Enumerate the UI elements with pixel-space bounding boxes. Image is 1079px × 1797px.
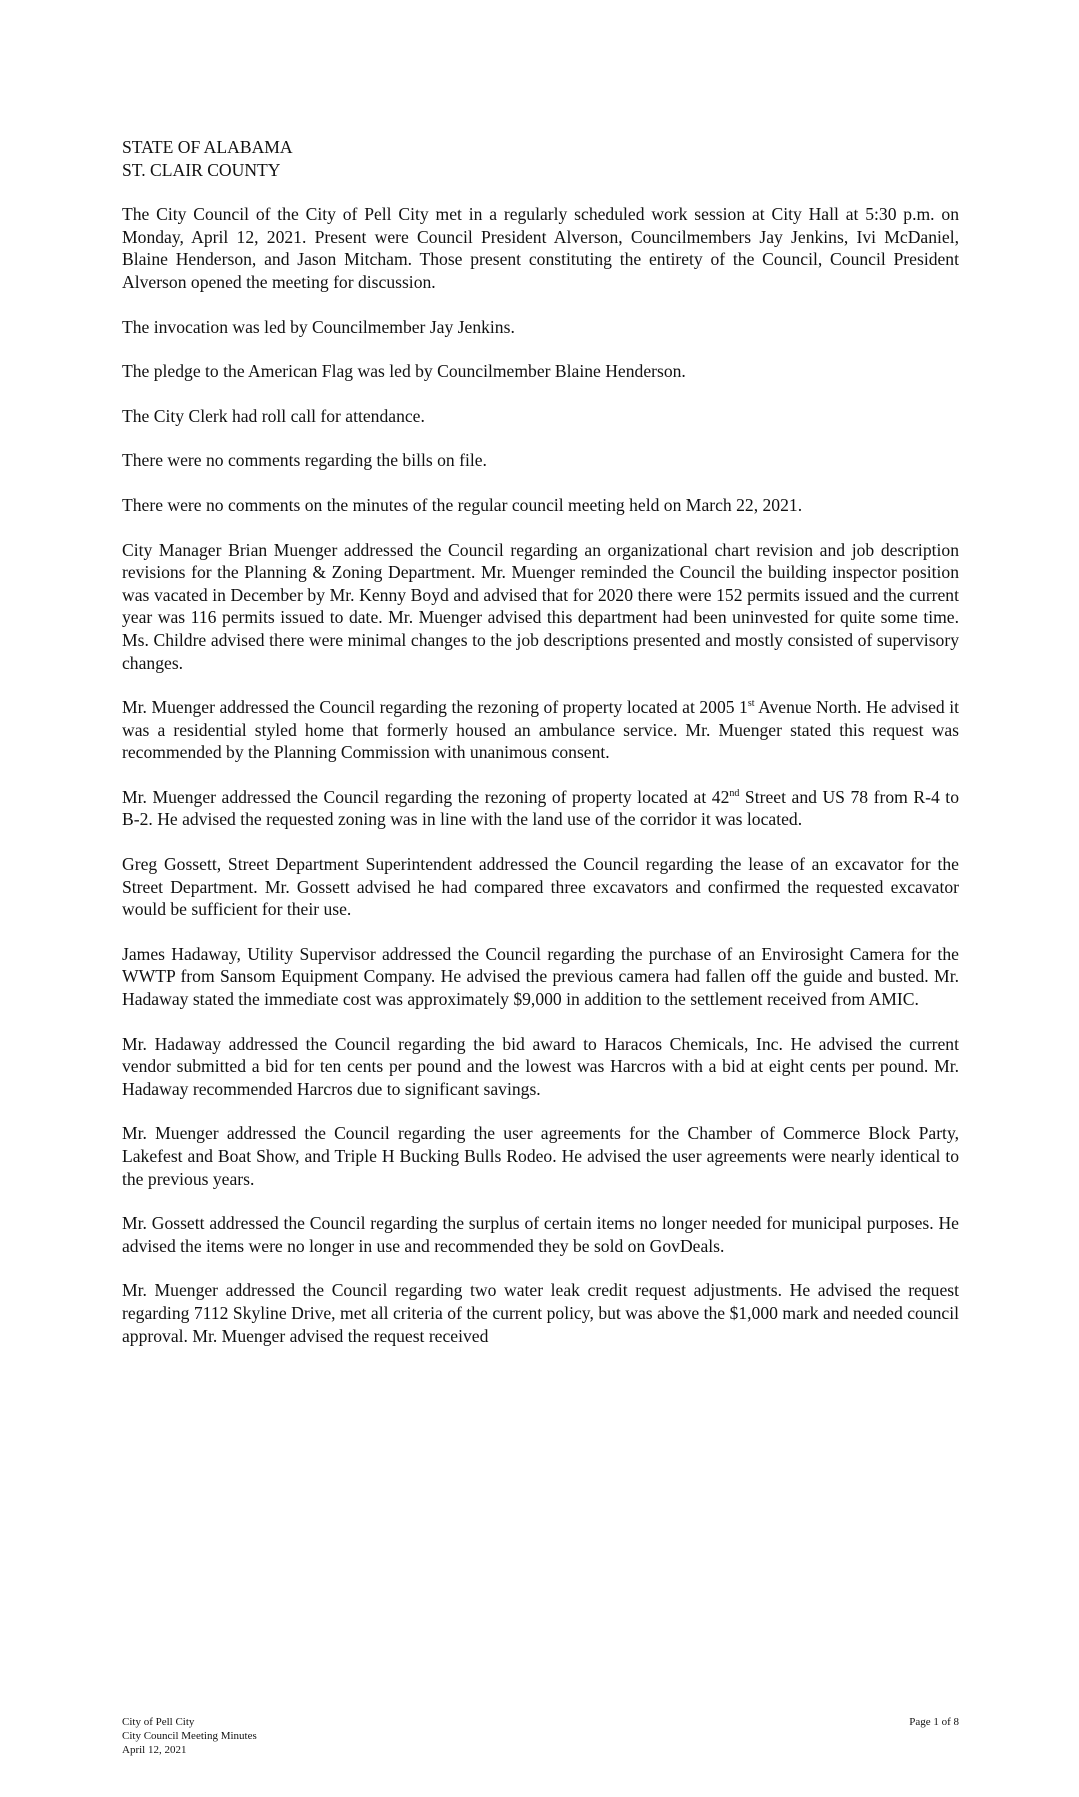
paragraph-invocation: The invocation was led by Councilmember Jay Jenkins. — [122, 316, 515, 337]
paragraph-rezoning-avenue — [122, 696, 959, 764]
footer-city: City of Pell City — [122, 1716, 195, 1728]
paragraph-camera: James Hadaway, Utility Supervisor addressed the Council regarding the purchase of an Envirosight Camera for the WWTP from Sansom Equipment Company. He advised the previous camera had fallen off the guide and busted. Mr. Hadaway stated the immediate cost was approximately $9,000 in addition to the settlement received from AMIC. — [122, 943, 959, 1010]
paragraph-bid-award: Mr. Hadaway addressed the Council regarding the bid award to Haracos Chemicals, Inc. He advised the current vendor submitted a bid for ten cents per pound and the lowest was Harcros with a bid at eight cents per pound. Mr. Hadaway recommended Harcros due to significant savings. — [122, 1033, 959, 1099]
paragraph-rezoning-street — [122, 786, 959, 831]
rezoning-street-ordinal: nd — [729, 788, 740, 800]
rezoning-avenue-text-a: Mr. Muenger addressed the Council regarding the rezoning of property located at 2005 1 — [122, 697, 748, 718]
paragraph-water-leak: Mr. Muenger addressed the Council regarding two water leak credit request adjustments. He advised the request regarding 7112 Skyline Drive, met all criteria of the current policy, but was above the $1,000 mark and needed council approval. Mr. Muenger advised the request received — [122, 1280, 959, 1346]
rezoning-avenue-text-b: Avenue North. He advised it was a residential styled home that formerly housed an ambulance service. Mr. Muenger stated this request was recommended by the Planning Commission with unanimous consent. — [122, 697, 959, 763]
paragraph-bills: There were no comments regarding the bills on file. — [122, 450, 487, 471]
state-heading: STATE OF ALABAMA — [122, 137, 293, 157]
footer-document-name: City Council Meeting Minutes — [122, 1730, 257, 1742]
paragraph-org-chart: City Manager Brian Muenger addressed the Council regarding an organizational chart revision and job description revisions for the Planning & Zoning Department. Mr. Muenger reminded the Council the building inspector position was vacated in December by Mr. Kenny Boyd and advised that for 2020 there were 152 permits issued and the current year was 116 permits issued to date. Mr. Muenger advised this department had been uninvested for quite some time. Ms. Childre advised there were minimal changes to the job descriptions presented and mostly consisted of supervisory changes. — [122, 539, 959, 673]
paragraph-minutes: There were no comments on the minutes of the regular council meeting held on March 22, 2021. — [122, 494, 803, 515]
paragraph-roll-call: The City Clerk had roll call for attendance. — [122, 405, 425, 426]
rezoning-street-text-b: Street and US 78 from R-4 to B-2. He advised the requested zoning was in line with the land use of the corridor it was located. — [122, 786, 959, 830]
footer-info — [122, 1715, 257, 1757]
paragraph-excavator: Greg Gossett, Street Department Superintendent addressed the Council regarding the lease of an excavator for the Street Department. Mr. Gossett advised he had compared three excavators and confirmed the requested excavator would be sufficient for their use. — [122, 854, 959, 920]
paragraph-surplus: Mr. Gossett addressed the Council regarding the surplus of certain items no longer needed for municipal purposes. He advised the items were no longer in use and recommended they be sold on GovDeals. — [122, 1213, 959, 1256]
rezoning-street-text-a: Mr. Muenger addressed the Council regarding the rezoning of property located at 42 — [122, 786, 730, 807]
paragraph-meeting-opening: The City Council of the City of Pell City met in a regularly scheduled work session at City Hall at 5:30 p.m. on Monday, April 12, 2021. Present were Council President Alverson, Councilmembers Jay Jenkins, Ivi McDaniel, Blaine Henderson, and Jason Mitcham. Those present constituting the entirety of the Council, Council President Alverson opened the meeting for discussion. — [122, 204, 959, 292]
document-heading — [122, 136, 959, 181]
paragraph-user-agreements: Mr. Muenger addressed the Council regarding the user agreements for the Chamber of Commerce Block Party, Lakefest and Boat Show, and Triple H Bucking Bulls Rodeo. He advised the user agreements were nearly identical to the previous years. — [122, 1123, 959, 1189]
page-number: Page 1 of 8 — [909, 1716, 959, 1728]
county-heading: ST. CLAIR COUNTY — [122, 159, 281, 180]
paragraph-pledge: The pledge to the American Flag was led by Councilmember Blaine Henderson. — [122, 361, 686, 382]
footer-date: April 12, 2021 — [122, 1744, 187, 1756]
document-body — [122, 136, 959, 1369]
rezoning-avenue-ordinal: st — [747, 698, 755, 710]
